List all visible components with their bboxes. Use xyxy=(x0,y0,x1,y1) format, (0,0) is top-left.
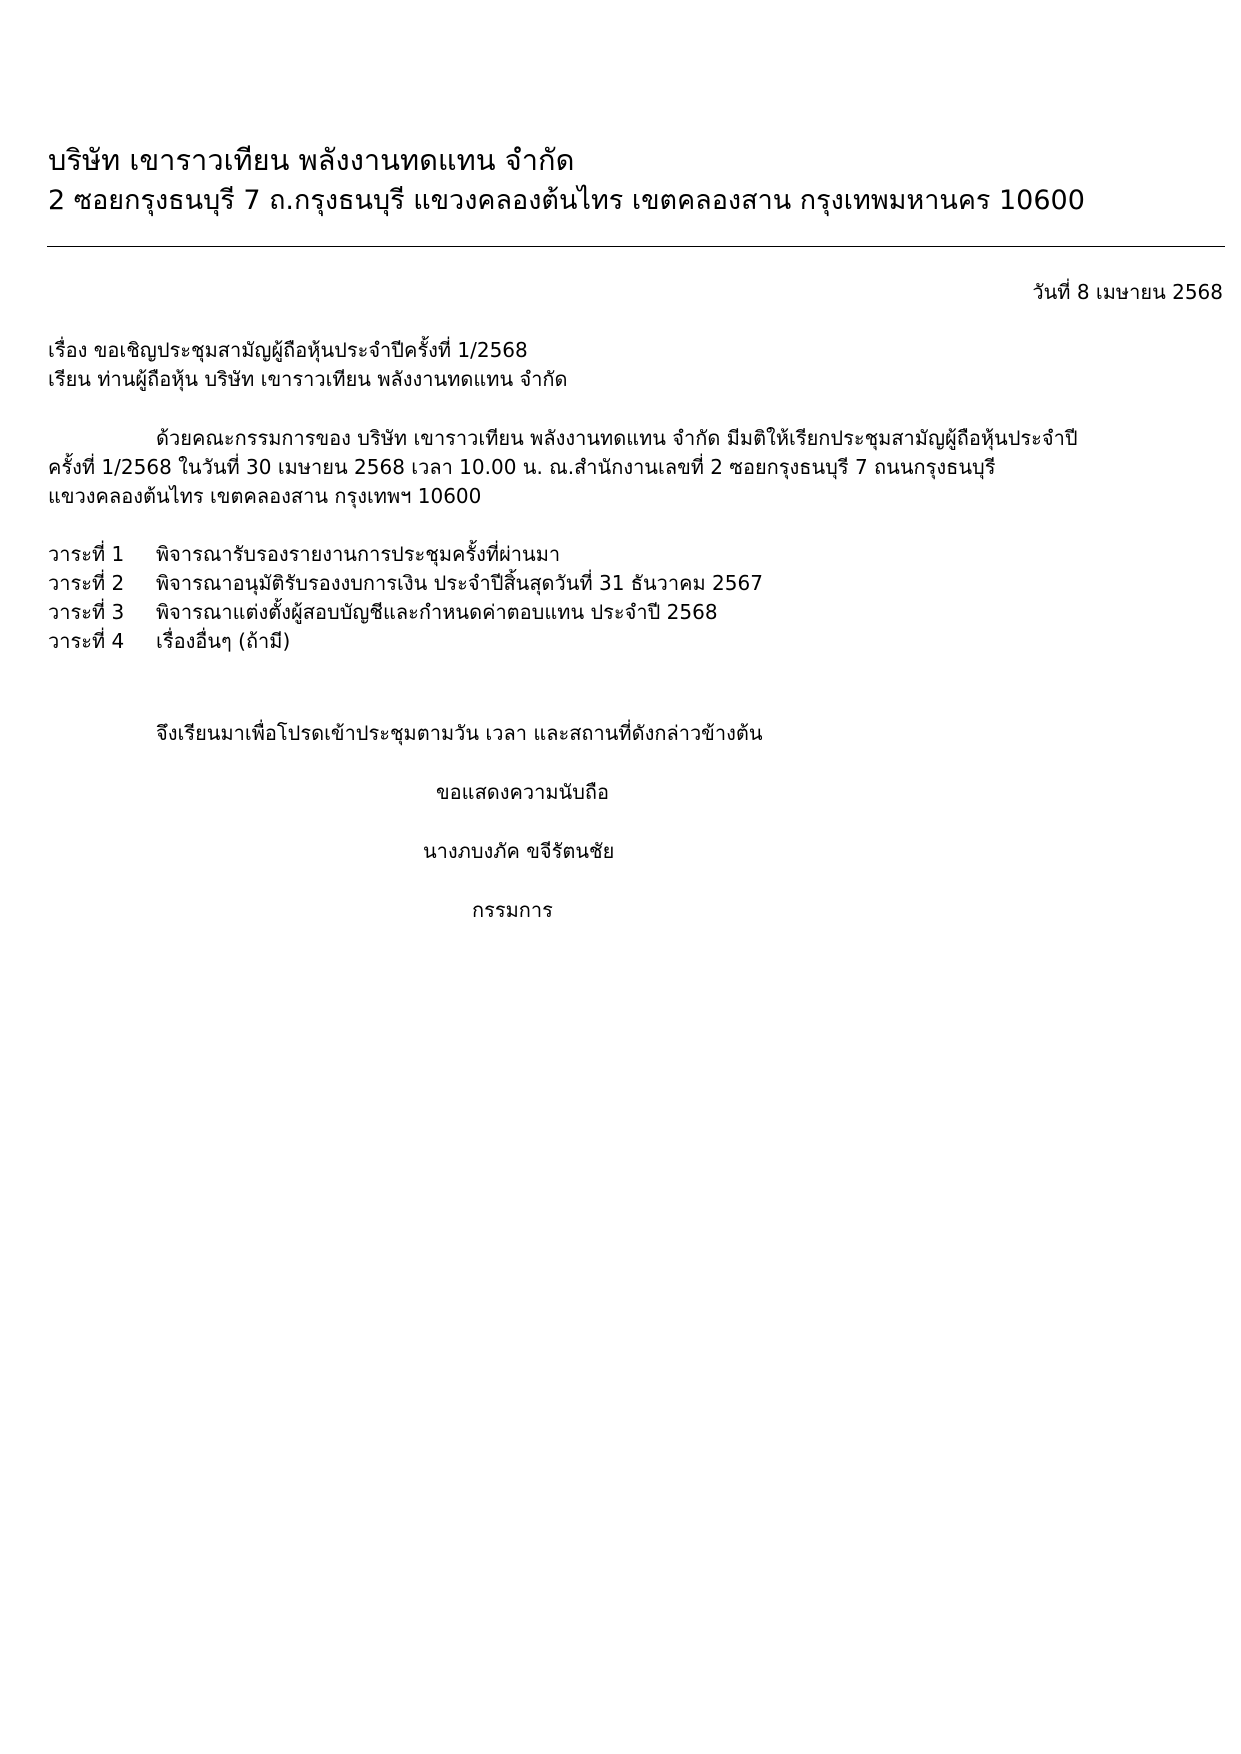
agenda-number: วาระที่ 4 xyxy=(48,629,125,653)
signer-name: นางภบงภัค ขจีรัตนชัย xyxy=(423,839,615,863)
body-paragraph-line: แขวงคลองต้นไทร เขตคลองสาน กรุงเทพฯ 10600 xyxy=(48,484,482,508)
letter-date: วันที่ 8 เมษายน 2568 xyxy=(1032,280,1223,304)
agenda-text: พิจารณารับรองรายงานการประชุมครั้งที่ผ่านมา xyxy=(156,542,561,566)
body-paragraph-line: ด้วยคณะกรรมการของ บริษัท เขาราวเทียน พลังงานทดแทน จำกัด มีมติให้เรียกประชุมสามัญผู้ถือหุ้นประจำปี xyxy=(156,426,1078,450)
letter-recipient: เรียน ท่านผู้ถือหุ้น บริษัท เขาราวเทียน พลังงานทดแทน จำกัด xyxy=(48,367,568,391)
agenda-number: วาระที่ 2 xyxy=(48,571,125,595)
agenda-text: พิจารณาอนุมัติรับรองงบการเงิน ประจำปีสิ้นสุดวันที่ 31 ธันวาคม 2567 xyxy=(156,571,763,595)
agenda-list xyxy=(48,540,763,656)
agenda-text: พิจารณาแต่งตั้งผู้สอบบัญชีและกำหนดค่าตอบแทน ประจำปี 2568 xyxy=(156,600,718,624)
closing-line: จึงเรียนมาเพื่อโปรดเข้าประชุมตามวัน เวลา และสถานที่ดังกล่าวข้างต้น xyxy=(156,721,763,745)
header-divider xyxy=(47,246,1225,247)
agenda-text: เรื่องอื่นๆ (ถ้ามี) xyxy=(156,629,291,653)
signer-position: กรรมการ xyxy=(472,898,553,922)
letter-subject: เรื่อง ขอเชิญประชุมสามัญผู้ถือหุ้นประจำปีครั้งที่ 1/2568 xyxy=(48,338,528,362)
agenda-item xyxy=(48,598,763,627)
agenda-number: วาระที่ 1 xyxy=(48,542,125,566)
agenda-number: วาระที่ 3 xyxy=(48,600,125,624)
agenda-item xyxy=(48,627,763,656)
agenda-item xyxy=(48,569,763,598)
body-paragraph-line: ครั้งที่ 1/2568 ในวันที่ 30 เมษายน 2568 เวลา 10.00 น. ณ.สำนักงานเลขที่ 2 ซอยกรุงธนบุรี 7 ถนนกรุงธนบุรี xyxy=(48,455,996,479)
company-name: บริษัท เขาราวเทียน พลังงานทดแทน จำกัด xyxy=(48,143,575,177)
company-address: 2 ซอยกรุงธนบุรี 7 ถ.กรุงธนบุรี แขวงคลองต้นไทร เขตคลองสาน กรุงเทพมหานคร 10600 xyxy=(48,185,1085,216)
regards-line: ขอแสดงความนับถือ xyxy=(436,780,610,804)
agenda-item xyxy=(48,540,763,569)
